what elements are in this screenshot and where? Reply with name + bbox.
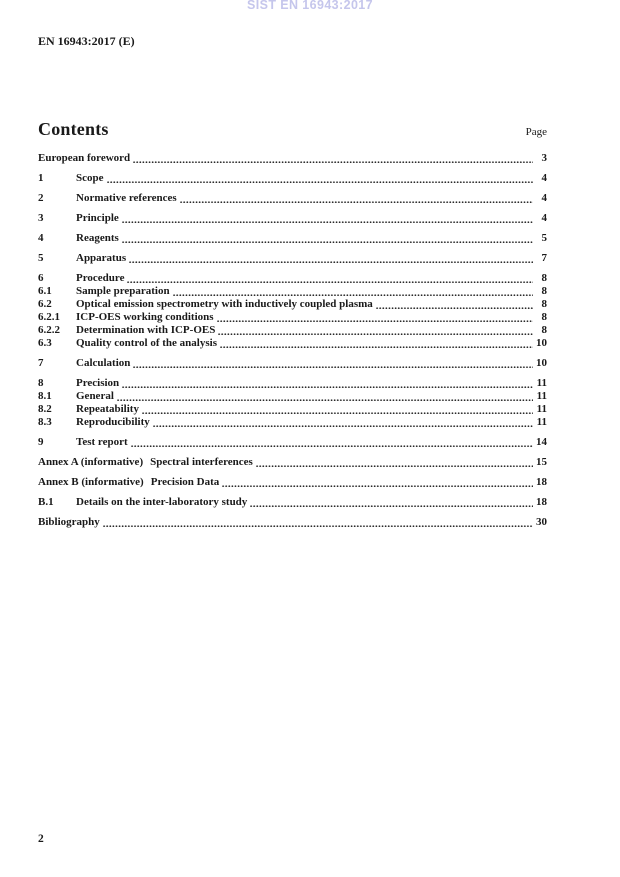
dot-leader	[173, 293, 533, 297]
toc-entry	[38, 192, 547, 205]
toc-entry	[38, 416, 547, 429]
toc-entry	[38, 377, 547, 390]
toc-entry-title: European foreword	[38, 152, 131, 164]
contents-header	[38, 119, 547, 140]
toc-entry-number: Annex A (informative)	[38, 456, 144, 468]
dot-leader	[217, 319, 533, 323]
toc-entry-title: Repeatability	[76, 403, 139, 415]
toc-entry-number: 9	[38, 436, 44, 448]
sist-watermark: SIST EN 16943:2017	[246, 0, 374, 12]
toc-entry-page: 8	[541, 272, 547, 284]
toc-entry-page: 4	[541, 212, 547, 224]
dot-leader	[129, 260, 533, 264]
toc-entry-title: Determination with ICP-OES	[76, 324, 216, 336]
page-column-label: Page	[525, 126, 547, 138]
toc-entry	[38, 324, 547, 337]
toc-entry-title: Precision	[76, 377, 120, 389]
toc-entry-number: Annex B (informative)	[38, 476, 144, 488]
dot-leader	[117, 398, 533, 402]
toc-entry-page: 11	[536, 390, 547, 402]
dot-leader	[222, 484, 533, 488]
toc-entry-title: General	[76, 390, 114, 402]
toc-entry	[38, 403, 547, 416]
toc-entry	[38, 152, 547, 165]
toc-entry-annex	[38, 476, 547, 489]
dot-leader	[376, 306, 533, 310]
toc-entry-page: 4	[541, 192, 547, 204]
toc-entry	[38, 172, 547, 185]
dot-leader	[180, 200, 533, 204]
toc-entry-title: Optical emission spectrometry with inductively coupled plasma	[76, 298, 373, 310]
toc-entry	[38, 232, 547, 245]
dot-leader	[122, 240, 533, 244]
toc-entry-page: 30	[536, 516, 547, 528]
dot-leader	[103, 524, 533, 528]
toc-entry	[38, 390, 547, 403]
toc-entry-number: 6.2.2	[38, 324, 60, 336]
dot-leader	[127, 280, 533, 284]
toc-entry-title: Details on the inter-laboratory study	[76, 496, 248, 508]
dot-leader	[133, 365, 533, 369]
toc-entry-title: Sample preparation	[76, 285, 170, 297]
dot-leader	[122, 220, 533, 224]
dot-leader	[250, 504, 533, 508]
document-id-header: EN 16943:2017 (E)	[38, 34, 135, 48]
dot-leader	[256, 464, 533, 468]
toc-entry-title: Bibliography	[38, 516, 100, 528]
toc-entry-title: Principle	[76, 212, 119, 224]
toc-entry-number: 8.3	[38, 416, 52, 428]
toc-entry-number: 8.2	[38, 403, 52, 415]
dot-leader	[107, 180, 534, 184]
toc-entry-title: Apparatus	[76, 252, 127, 264]
toc-entry-number: 6.2	[38, 298, 52, 310]
toc-entry-annex	[38, 456, 547, 469]
toc-entry-title: Spectral interferences	[150, 456, 253, 468]
toc-entry-page: 10	[536, 337, 547, 349]
toc-entry-number: 6	[38, 272, 44, 284]
toc-entry-page: 14	[536, 436, 547, 448]
toc-entry-page: 18	[536, 476, 547, 488]
toc-entry-page: 7	[541, 252, 547, 264]
dot-leader	[218, 332, 533, 336]
toc-entry-title: Precision Data	[150, 476, 220, 488]
toc-entry-number: 6.2.1	[38, 311, 60, 323]
dot-leader	[133, 160, 533, 164]
toc-entry-title: ICP-OES working conditions	[76, 311, 214, 323]
toc-entry-title: Reproducibility	[76, 416, 150, 428]
toc-entry-page: 15	[536, 456, 547, 468]
toc-entry-number: 6.1	[38, 285, 52, 297]
toc-entry-page: 5	[541, 232, 547, 244]
toc-entry	[38, 357, 547, 370]
toc-entry-title: Normative references	[76, 192, 177, 204]
toc-entry	[38, 298, 547, 311]
toc-entry	[38, 252, 547, 265]
toc-entry	[38, 496, 547, 509]
toc-entry-number: 8	[38, 377, 44, 389]
toc-entry-title: Scope	[76, 172, 104, 184]
toc-entry-page: 4	[541, 172, 547, 184]
toc-entry	[38, 212, 547, 225]
dot-leader	[220, 345, 533, 349]
table-of-contents	[38, 152, 547, 529]
toc-entry-title: Reagents	[76, 232, 119, 244]
toc-entry-page: 18	[536, 496, 547, 508]
toc-entry-number: 8.1	[38, 390, 52, 402]
toc-entry	[38, 272, 547, 285]
toc-entry-title: Quality control of the analysis	[76, 337, 217, 349]
toc-entry-number: 5	[38, 252, 44, 264]
toc-entry-page: 8	[541, 311, 547, 323]
toc-entry	[38, 285, 547, 298]
toc-entry-page: 11	[536, 377, 547, 389]
toc-entry-page: 8	[541, 298, 547, 310]
footer-page-number: 2	[38, 833, 44, 845]
toc-entry-page: 8	[541, 324, 547, 336]
toc-entry-number: 3	[38, 212, 44, 224]
toc-entry-page: 3	[541, 152, 547, 164]
toc-entry-title: Test report	[76, 436, 128, 448]
dot-leader	[122, 385, 533, 389]
toc-entry	[38, 516, 547, 529]
toc-entry-number: 4	[38, 232, 44, 244]
toc-entry-page: 11	[536, 416, 547, 428]
toc-entry-page: 11	[536, 403, 547, 415]
toc-entry	[38, 311, 547, 324]
contents-title: Contents	[38, 119, 109, 139]
toc-entry-page: 8	[541, 285, 547, 297]
dot-leader	[142, 411, 533, 415]
toc-entry-number: 6.3	[38, 337, 52, 349]
toc-entry	[38, 337, 547, 350]
toc-entry-number: 2	[38, 192, 44, 204]
toc-entry-number: 1	[38, 172, 44, 184]
dot-leader	[153, 424, 533, 428]
toc-entry-page: 10	[536, 357, 547, 369]
toc-entry	[38, 436, 547, 449]
toc-entry-number: 7	[38, 357, 44, 369]
toc-entry-title: Procedure	[76, 272, 125, 284]
toc-entry-title: Calculation	[76, 357, 131, 369]
toc-entry-number: B.1	[38, 496, 54, 508]
dot-leader	[131, 444, 533, 448]
